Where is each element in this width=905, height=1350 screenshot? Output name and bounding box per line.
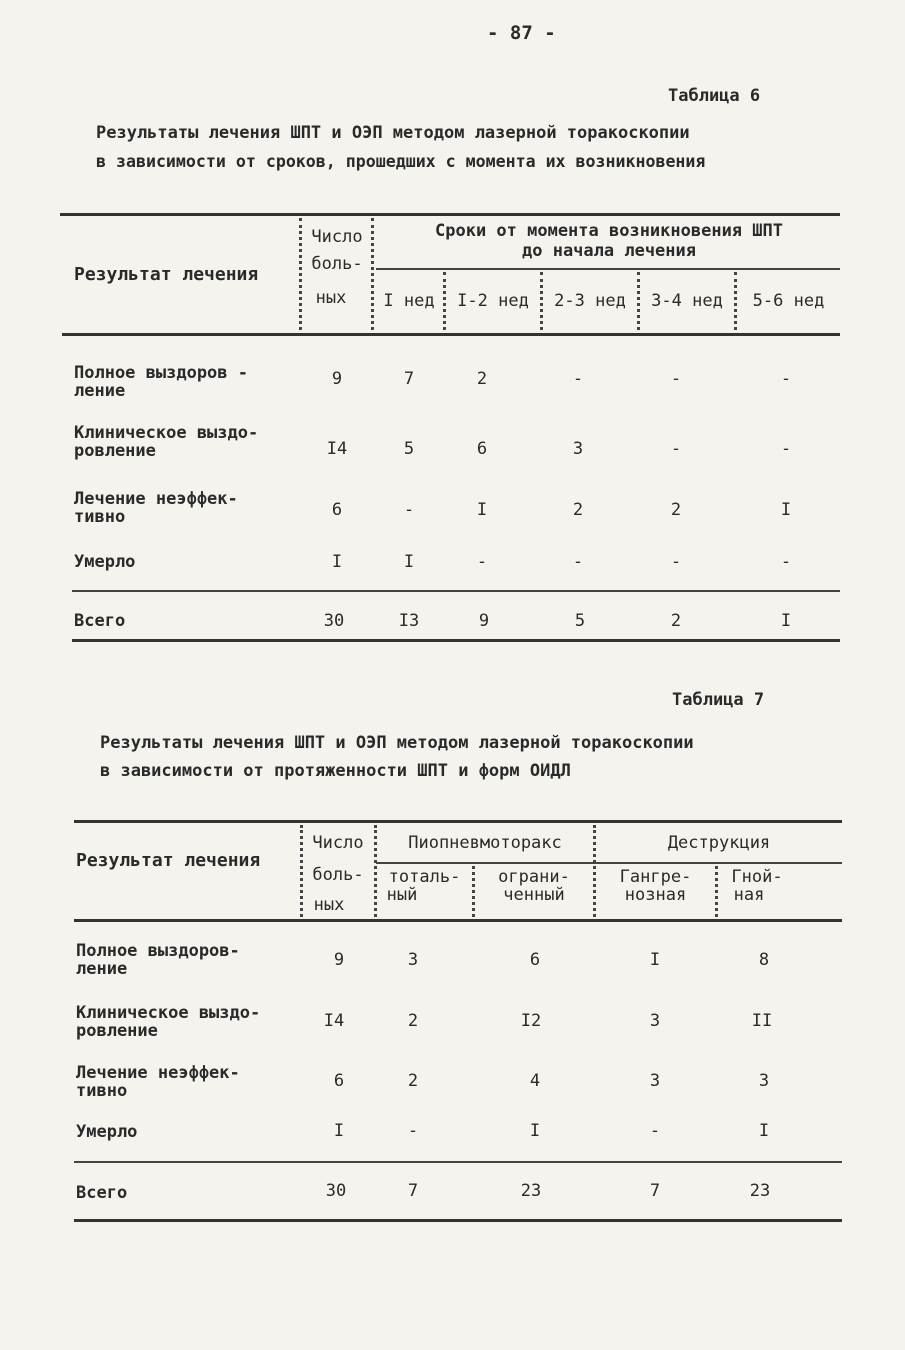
table7-total-cell: 30 (325, 1181, 347, 1201)
table6-header-count-2: боль- (311, 254, 363, 274)
table6-cell: 9 (331, 369, 343, 389)
table7-cell: 8 (758, 950, 770, 970)
table7-row-label: тивно (76, 1081, 128, 1101)
table6-cell: - (572, 369, 584, 389)
table7-total-cell: 23 (749, 1181, 771, 1201)
table7-row-label: ровление (76, 1021, 158, 1041)
table7-cell: I2 (520, 1011, 542, 1031)
table7-cell: 9 (333, 950, 345, 970)
table7-cell: I (333, 1121, 345, 1141)
table7-header-group-2: Деструкция (667, 833, 771, 853)
table6-cell: 5 (403, 439, 415, 459)
table6-subheader-2: I-2 нед (457, 291, 529, 311)
table6-cell: - (670, 552, 682, 572)
table6-cell: 2 (670, 500, 682, 520)
table7-header-group-1: Пиопневмоторакс (408, 833, 562, 853)
table6-total-label: Всего (74, 611, 126, 631)
table7-subheader-2-line-1: ограни- (498, 867, 570, 887)
table7-caption: Таблица 7 (672, 690, 765, 710)
table7-cell: 3 (758, 1071, 770, 1091)
table6-cell: 6 (476, 439, 488, 459)
table6-cell: 6 (331, 500, 343, 520)
table6-header-result: Результат лечения (74, 264, 259, 285)
table6-header-count-1: Число (311, 227, 363, 247)
table7-row-label: Полное выздоров- (76, 941, 240, 961)
table6-bottom-rule (72, 639, 840, 642)
table7-cell: I4 (323, 1011, 345, 1031)
table7-subheader-4-line-2: ная (733, 885, 765, 905)
table6-row-label: Полное выздоров - (74, 363, 248, 383)
table6-cell: I (476, 500, 488, 520)
table6-header-divider (376, 268, 840, 270)
table6-header-group-2: до начала лечения (522, 241, 696, 261)
table6-cell: 3 (572, 439, 584, 459)
table7-cell: I (649, 950, 661, 970)
table6-subheader-1: I нед (383, 291, 435, 311)
table7-cell: 3 (649, 1011, 661, 1031)
table6-cell: 2 (476, 369, 488, 389)
table6-cell: - (670, 369, 682, 389)
table7-row-label: Лечение неэффек- (76, 1063, 240, 1083)
table7-cell: II (751, 1011, 773, 1031)
table6-total-cell: 5 (574, 611, 586, 631)
table7-cell: 6 (333, 1071, 345, 1091)
table6-row-label: Умерло (74, 552, 136, 572)
table6-subheader-4: 3-4 нед (651, 291, 723, 311)
table7-cell: 6 (529, 950, 541, 970)
table7-subheader-1-line-2: ный (386, 885, 418, 905)
table7-subheader-4-line-1: Гной- (731, 867, 783, 887)
table7-row-label: Клиническое выздо- (76, 1003, 261, 1023)
table7-header-count-3: ных (313, 895, 345, 915)
table7-total-cell: 7 (407, 1181, 419, 1201)
table7-cell: I (758, 1121, 770, 1141)
table6-row-label: Клиническое выздо- (74, 423, 259, 443)
table7-header-count-1: Число (312, 833, 364, 853)
table7-cell: 2 (407, 1011, 419, 1031)
table7-header-result: Результат лечения (76, 850, 261, 871)
table7-title-line-1: Результаты лечения ШПТ и ОЭП методом лазерной торакоскопии (100, 733, 694, 753)
table7-top-rule (74, 820, 842, 823)
table6-cell: I (403, 552, 415, 572)
table6-subheader-5: 5-6 нед (752, 291, 825, 311)
table7-subheader-1-line-1: тоталь- (388, 867, 461, 887)
table6-cell: - (780, 552, 792, 572)
table7-subheader-2-line-2: ченный (503, 885, 565, 905)
table6-title-line-2: в зависимости от сроков, прошедших с момента их возникновения (96, 152, 706, 171)
table6-top-rule (60, 213, 840, 216)
table6-cell: - (572, 552, 584, 572)
table6-header-bottom-rule (62, 333, 840, 336)
table6-subheader-3: 2-3 нед (554, 291, 626, 311)
table7-bottom-rule (74, 1219, 842, 1222)
table6-cell: - (780, 439, 792, 459)
table6-row-label: ление (74, 381, 126, 401)
table6-cell: I (331, 552, 343, 572)
table6-cell: 2 (572, 500, 584, 520)
table6-caption: Таблица 6 (668, 86, 761, 106)
table7-header-divider (376, 862, 842, 864)
table7-subheader-3-line-2: нозная (624, 885, 687, 905)
table6-cell: - (403, 500, 415, 520)
table7-cell: I (529, 1121, 541, 1141)
table7-cell: 3 (649, 1071, 661, 1091)
table7-row-label: Умерло (76, 1122, 138, 1142)
table7-total-label: Всего (76, 1183, 128, 1203)
table6-total-cell: I3 (398, 611, 420, 631)
table7-title-line-2: в зависимости от протяженности ШПТ и форм ОИДЛ (100, 761, 571, 781)
table6-title-line-1: Результаты лечения ШПТ и ОЭП методом лазерной торакоскопии (96, 123, 690, 143)
table6-row-label: тивно (74, 507, 126, 527)
table6-total-rule (72, 590, 840, 592)
table6-total-cell: 9 (478, 611, 490, 631)
table7-row-label: ление (76, 959, 128, 979)
table6-cell: - (780, 369, 792, 389)
table7-cell: 3 (407, 950, 419, 970)
table6-header-group-1: Сроки от момента возникновения ШПТ (435, 221, 783, 241)
table7-cell: 2 (407, 1071, 419, 1091)
table6-row-label: ровление (74, 441, 156, 461)
table7-cell: - (649, 1121, 661, 1141)
table6-total-cell: 30 (323, 611, 345, 631)
table7-cell: - (407, 1121, 419, 1141)
table6-header-count-3: ных (315, 288, 347, 308)
table6-cell: I (780, 500, 792, 520)
table7-cell: 4 (529, 1071, 541, 1091)
table6-total-cell: 2 (670, 611, 682, 631)
table6-row-label: Лечение неэффек- (74, 489, 238, 509)
page-number: - 87 - (487, 22, 556, 44)
table7-header-bottom-rule (74, 919, 842, 922)
table7-total-cell: 23 (520, 1181, 542, 1201)
table7-header-count-2: боль- (312, 865, 364, 885)
table6-total-cell: I (780, 611, 792, 631)
table6-cell: 7 (403, 369, 415, 389)
table6-cell: I4 (326, 439, 348, 459)
table6-cell: - (476, 552, 488, 572)
table7-total-cell: 7 (649, 1181, 661, 1201)
table7-subheader-3-line-1: Гангре- (619, 867, 692, 887)
table6-cell: - (670, 439, 682, 459)
table7-total-rule (74, 1161, 842, 1163)
